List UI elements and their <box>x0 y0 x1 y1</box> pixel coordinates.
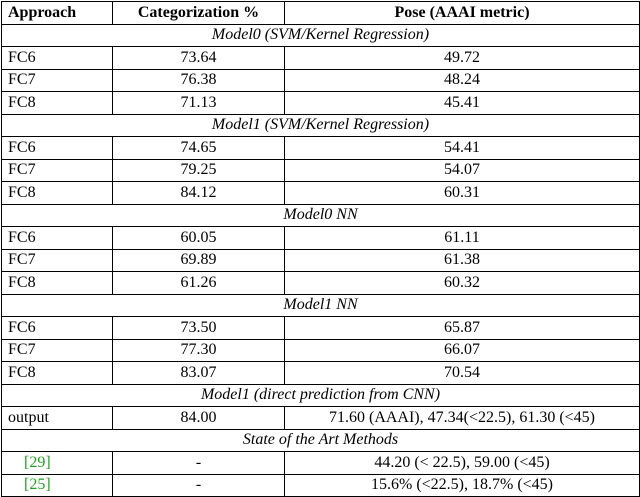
table-row <box>2 227 640 250</box>
pose-cell: 65.87 <box>285 317 640 340</box>
pose-cell: 44.20 (< 22.5), 59.00 (<45) <box>285 452 640 475</box>
pose-cell: 70.54 <box>285 362 640 385</box>
approach-cell: output <box>2 407 113 430</box>
categorization-cell: 69.89 <box>113 249 285 272</box>
header-categorization: Categorization % <box>113 2 285 25</box>
table-row <box>2 317 640 340</box>
pose-cell: 66.07 <box>285 339 640 362</box>
section-title: State of the Art Methods <box>2 429 640 452</box>
header-row <box>2 2 640 25</box>
table-row <box>2 69 640 92</box>
table-row <box>2 159 640 182</box>
table-row <box>2 362 640 385</box>
results-table <box>1 1 640 497</box>
categorization-cell: 74.65 <box>113 137 285 160</box>
approach-cell: FC7 <box>2 339 113 362</box>
pose-cell: 49.72 <box>285 47 640 70</box>
approach-cell: FC7 <box>2 69 113 92</box>
approach-cell: FC6 <box>2 317 113 340</box>
citation-link[interactable]: [25] <box>24 476 51 494</box>
pose-cell: 71.60 (AAAI), 47.34(<22.5), 61.30 (<45) <box>285 407 640 430</box>
section-title: Model0 NN <box>2 204 640 227</box>
citation-link[interactable]: [29] <box>24 453 51 471</box>
approach-cell: FC8 <box>2 182 113 205</box>
table-row <box>2 137 640 160</box>
categorization-cell: 60.05 <box>113 227 285 250</box>
approach-cell <box>2 452 113 475</box>
section-title: Model1 NN <box>2 294 640 317</box>
categorization-cell: 84.12 <box>113 182 285 205</box>
approach-cell: FC7 <box>2 249 113 272</box>
categorization-cell: 61.26 <box>113 272 285 295</box>
pose-cell: 61.11 <box>285 227 640 250</box>
section-header-row <box>2 204 640 227</box>
table-row <box>2 474 640 497</box>
section-header-row <box>2 24 640 47</box>
table-body <box>2 24 640 497</box>
categorization-cell: 73.64 <box>113 47 285 70</box>
approach-cell: FC8 <box>2 92 113 115</box>
approach-cell: FC7 <box>2 159 113 182</box>
approach-cell: FC6 <box>2 137 113 160</box>
section-title: Model0 (SVM/Kernel Regression) <box>2 24 640 47</box>
categorization-cell: - <box>113 452 285 475</box>
header-pose: Pose (AAAI metric) <box>285 2 640 25</box>
pose-cell: 45.41 <box>285 92 640 115</box>
section-title: Model1 (direct prediction from CNN) <box>2 384 640 407</box>
table-row <box>2 407 640 430</box>
table-row <box>2 92 640 115</box>
pose-cell: 60.31 <box>285 182 640 205</box>
approach-cell: FC6 <box>2 47 113 70</box>
pose-cell: 15.6% (<22.5), 18.7% (<45) <box>285 474 640 497</box>
pose-cell: 54.41 <box>285 137 640 160</box>
categorization-cell: 71.13 <box>113 92 285 115</box>
table-row <box>2 249 640 272</box>
categorization-cell: 76.38 <box>113 69 285 92</box>
section-header-row <box>2 294 640 317</box>
categorization-cell: 83.07 <box>113 362 285 385</box>
section-title: Model1 (SVM/Kernel Regression) <box>2 114 640 137</box>
table-row <box>2 182 640 205</box>
section-header-row <box>2 114 640 137</box>
section-header-row <box>2 429 640 452</box>
categorization-cell: 84.00 <box>113 407 285 430</box>
categorization-cell: - <box>113 474 285 497</box>
pose-cell: 48.24 <box>285 69 640 92</box>
categorization-cell: 73.50 <box>113 317 285 340</box>
table-row <box>2 47 640 70</box>
approach-cell <box>2 474 113 497</box>
section-header-row <box>2 384 640 407</box>
approach-cell: FC8 <box>2 362 113 385</box>
header-approach: Approach <box>2 2 113 25</box>
pose-cell: 61.38 <box>285 249 640 272</box>
table-row <box>2 339 640 362</box>
pose-cell: 54.07 <box>285 159 640 182</box>
approach-cell: FC6 <box>2 227 113 250</box>
categorization-cell: 79.25 <box>113 159 285 182</box>
approach-cell: FC8 <box>2 272 113 295</box>
table-row <box>2 452 640 475</box>
pose-cell: 60.32 <box>285 272 640 295</box>
categorization-cell: 77.30 <box>113 339 285 362</box>
table-row <box>2 272 640 295</box>
